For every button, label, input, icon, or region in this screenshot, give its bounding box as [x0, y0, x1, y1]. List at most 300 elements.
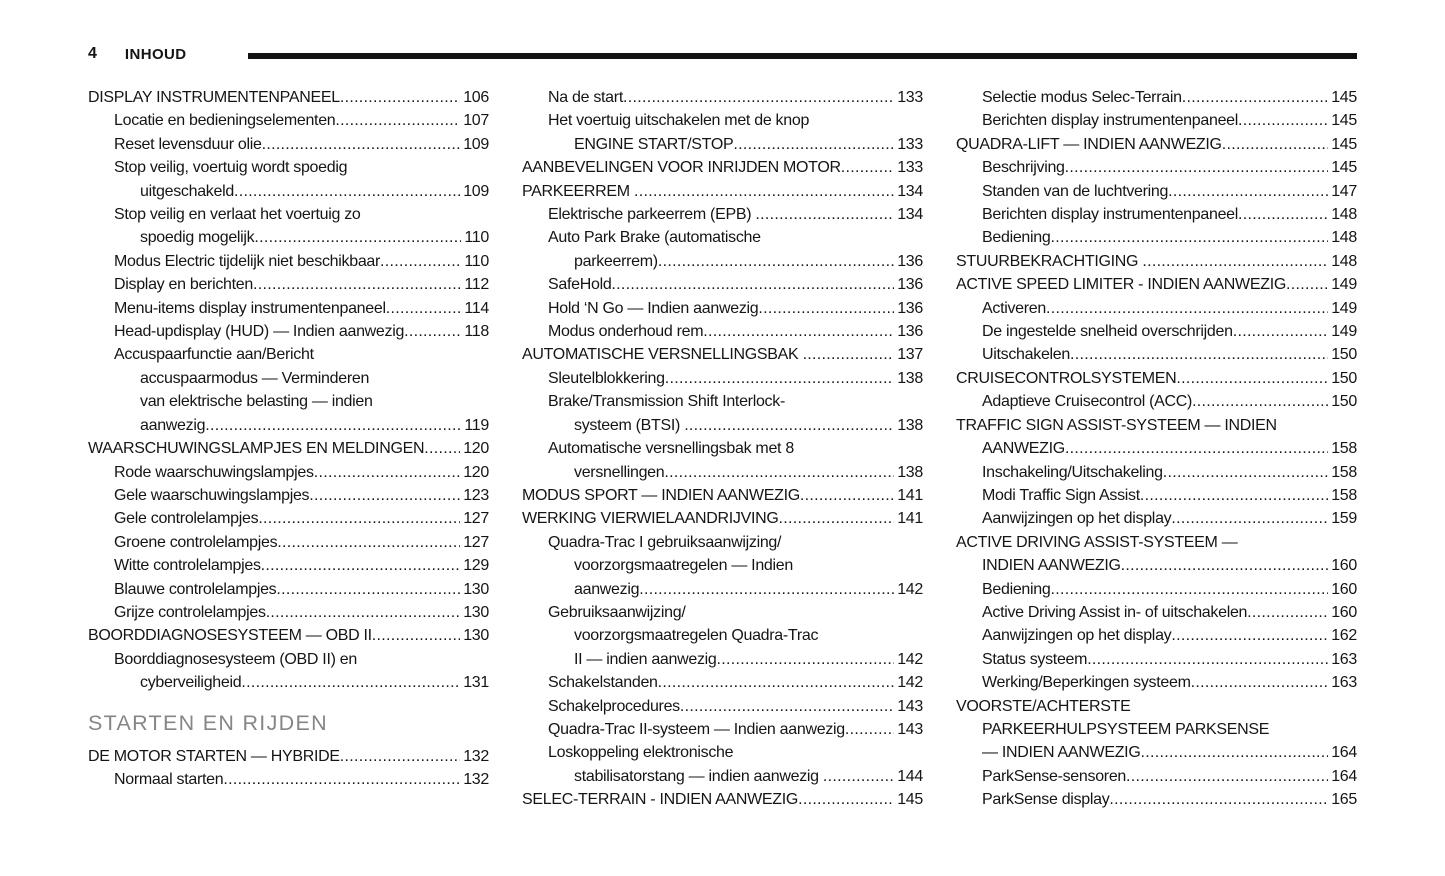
- toc-entry[interactable]: [522, 554, 923, 577]
- toc-entry-page: 130: [463, 627, 489, 645]
- toc-entry[interactable]: [522, 273, 923, 296]
- toc-entry-text: Standen van de luchtvering: [982, 182, 1169, 200]
- toc-entry-text: PARKEERREM: [522, 182, 634, 200]
- toc-entry-text: Het voertuig uitschakelen met de knop: [548, 112, 810, 130]
- toc-entry[interactable]: [956, 788, 1357, 811]
- toc-entry[interactable]: [522, 507, 923, 530]
- dot-leader: [1238, 109, 1328, 132]
- toc-entry-text: ACTIVE DRIVING ASSIST-SYSTEEM —: [956, 533, 1238, 551]
- toc-entry[interactable]: [956, 86, 1357, 109]
- toc-entry[interactable]: [522, 367, 923, 390]
- toc-entry-text: Reset levensduur olie: [114, 135, 262, 153]
- dot-leader: [717, 648, 895, 671]
- toc-entry-page: 158: [1331, 440, 1357, 458]
- toc-entry[interactable]: [956, 414, 1357, 437]
- toc-entry-page: 133: [897, 159, 923, 177]
- toc-entry-text: Status systeem: [982, 650, 1088, 668]
- toc-entry-page: 147: [1331, 182, 1357, 200]
- toc-entry[interactable]: [522, 297, 923, 320]
- toc-entry-page: 165: [1331, 791, 1357, 809]
- toc-entry-text: Groene controlelampjes: [114, 533, 278, 551]
- toc-entry[interactable]: [88, 461, 489, 484]
- dot-leader: [258, 507, 460, 530]
- toc-entry[interactable]: [88, 180, 489, 203]
- toc-entry-page: 138: [897, 416, 923, 434]
- dot-leader: [845, 718, 894, 741]
- toc-entry-page: 149: [1331, 323, 1357, 341]
- dot-leader: [680, 695, 894, 718]
- toc-entry-text: accuspaarmodus — Verminderen: [140, 369, 370, 387]
- dot-leader: [803, 343, 895, 366]
- toc-entry-text: parkeerrem): [574, 252, 658, 270]
- toc-entry-text: DISPLAY INSTRUMENTENPANEEL: [88, 89, 340, 106]
- dot-leader: [664, 461, 894, 484]
- toc-entry-text: Adaptieve Cruisecontrol (ACC): [982, 393, 1193, 411]
- toc-entry-text: AUTOMATISCHE VERSNELLINGSBAK: [522, 346, 803, 364]
- toc-entry[interactable]: [956, 765, 1357, 788]
- dot-leader: [340, 745, 460, 768]
- toc-entry-page: 106: [463, 89, 489, 106]
- toc-entry-text: MODUS SPORT — INDIEN AANWEZIG: [522, 486, 800, 504]
- toc-entry[interactable]: [956, 180, 1357, 203]
- toc-entry[interactable]: [956, 367, 1357, 390]
- dot-leader: [639, 578, 894, 601]
- page-number: 4: [88, 45, 97, 62]
- dot-leader: [798, 788, 894, 811]
- toc-entry[interactable]: [956, 507, 1357, 530]
- toc-entry-page: 130: [463, 603, 489, 621]
- toc-entry[interactable]: [522, 390, 923, 413]
- toc-entry-text: Stop veilig, voertuig wordt spoedig: [114, 159, 348, 177]
- toc-entry[interactable]: [88, 343, 489, 366]
- toc-entry[interactable]: [956, 648, 1357, 671]
- dot-leader: [1065, 156, 1329, 179]
- dot-leader: [1233, 320, 1329, 343]
- toc-entry[interactable]: [956, 343, 1357, 366]
- toc-entry[interactable]: [956, 156, 1357, 179]
- toc-entry-text: WAARSCHUWINGSLAMPJES EN MELDINGEN: [88, 440, 425, 458]
- dot-leader: [386, 297, 462, 320]
- toc-entry-text: ENGINE START/STOP: [574, 135, 734, 153]
- section-title: STARTEN EN RIJDEN: [88, 710, 328, 735]
- dot-leader: [1171, 507, 1328, 530]
- toc-entry-page: 138: [897, 369, 923, 387]
- toc-entry-page: 109: [463, 135, 489, 153]
- toc-entry-text: Blauwe controlelampjes: [114, 580, 277, 598]
- toc-entry-page: 136: [897, 276, 923, 294]
- dot-leader: [634, 180, 894, 203]
- toc-entry-page: 160: [1331, 580, 1357, 598]
- toc-entry-text: Na de start: [548, 89, 623, 106]
- dot-leader: [755, 203, 894, 226]
- toc-entry-text: Activeren: [982, 299, 1046, 317]
- toc-column-2: [522, 86, 923, 812]
- toc-entry-page: 118: [464, 323, 489, 341]
- toc-entry-text: Gele controlelampjes: [114, 510, 259, 528]
- toc-entry[interactable]: [522, 86, 923, 109]
- dot-leader: [404, 320, 461, 343]
- toc-entry-page: 164: [1331, 767, 1357, 785]
- toc-entry-text: Modus Electric tijdelijk niet beschikbaar: [114, 252, 381, 270]
- toc-entry-page: 148: [1331, 206, 1357, 224]
- dot-leader: [758, 297, 894, 320]
- toc-entry[interactable]: [88, 273, 489, 296]
- toc-entry-page: 110: [464, 252, 489, 270]
- toc-entry-text: TRAFFIC SIGN ASSIST-SYSTEEM — INDIEN: [956, 416, 1277, 434]
- toc-entry[interactable]: [88, 414, 489, 437]
- toc-entry[interactable]: [88, 320, 489, 343]
- dot-leader: [1192, 390, 1328, 413]
- toc-entry-page: 150: [1331, 369, 1357, 387]
- toc-entry-page: 145: [1331, 135, 1357, 153]
- toc-entry-page: 134: [897, 206, 923, 224]
- page-header: [88, 44, 1357, 64]
- toc-entry-page: 134: [897, 182, 923, 200]
- toc-entry-text: AANWEZIG: [982, 440, 1065, 458]
- toc-entry-page: 163: [1331, 674, 1357, 692]
- toc-entry-page: 131: [463, 674, 489, 692]
- dot-leader: [1191, 671, 1329, 694]
- toc-entry-page: 142: [897, 580, 923, 598]
- toc-entry-page: 162: [1331, 627, 1357, 645]
- toc-entry-page: 145: [1331, 89, 1357, 106]
- toc-entry-text: Auto Park Brake (automatische: [548, 229, 761, 247]
- toc-entry-text: Active Driving Assist in- of uitschakelen: [982, 603, 1248, 621]
- table-of-contents: [88, 86, 1357, 812]
- toc-entry-text: uitgeschakeld: [140, 182, 234, 200]
- toc-entry-page: 120: [463, 440, 489, 458]
- toc-entry-page: 136: [897, 252, 923, 270]
- toc-entry-text: — INDIEN AANWEZIG: [982, 744, 1141, 762]
- toc-entry[interactable]: [956, 320, 1357, 343]
- toc-entry[interactable]: [88, 507, 489, 530]
- toc-entry-page: 149: [1331, 276, 1357, 294]
- toc-entry-text: systeem (BTSI): [574, 416, 685, 434]
- header-title: INHOUD: [124, 45, 187, 63]
- toc-entry[interactable]: [956, 203, 1357, 226]
- dot-leader: [266, 601, 461, 624]
- dot-leader: [1126, 765, 1328, 788]
- toc-entry-text: VOORSTE/ACHTERSTE: [956, 697, 1131, 715]
- dot-leader: [1140, 484, 1328, 507]
- toc-entry-text: Schakelprocedures: [548, 697, 680, 715]
- toc-entry[interactable]: [88, 156, 489, 179]
- toc-entry-text: Normaal starten: [114, 770, 224, 788]
- toc-entry-text: WERKING VIERWIELAANDRIJVING: [522, 510, 779, 528]
- toc-entry-page: 120: [463, 463, 489, 481]
- toc-entry-text: Stop veilig en verlaat het voertuig zo: [114, 206, 361, 224]
- toc-entry-page: 143: [897, 697, 923, 715]
- toc-column-3: [956, 86, 1357, 812]
- toc-entry[interactable]: [522, 226, 923, 249]
- toc-entry[interactable]: [522, 695, 923, 718]
- toc-entry[interactable]: [522, 414, 923, 437]
- dot-leader: [1286, 273, 1328, 296]
- toc-entry[interactable]: [956, 461, 1357, 484]
- dot-leader: [1065, 437, 1328, 460]
- toc-entry[interactable]: [956, 390, 1357, 413]
- toc-entry-text: van elektrische belasting — indien: [140, 393, 373, 411]
- toc-entry[interactable]: [956, 109, 1357, 132]
- toc-entry[interactable]: [522, 320, 923, 343]
- toc-entry-text: Werking/Beperkingen systeem: [982, 674, 1191, 692]
- toc-entry[interactable]: [522, 624, 923, 647]
- toc-entry-text: spoedig mogelijk: [140, 229, 255, 247]
- toc-entry[interactable]: [522, 765, 923, 788]
- toc-entry-page: 141: [897, 510, 923, 528]
- dot-leader: [1247, 601, 1328, 624]
- toc-entry[interactable]: [522, 437, 923, 460]
- toc-entry-text: Gele waarschuwingslampjes: [114, 486, 310, 504]
- toc-entry-text: Aanwijzingen op het display: [982, 627, 1172, 645]
- toc-entry[interactable]: [88, 133, 489, 156]
- toc-entry-page: 141: [897, 486, 923, 504]
- toc-entry[interactable]: [88, 437, 489, 460]
- toc-entry[interactable]: [522, 741, 923, 764]
- toc-entry-text: Uitschakelen: [982, 346, 1071, 364]
- toc-entry[interactable]: [956, 554, 1357, 577]
- toc-entry-text: Schakelstanden: [548, 674, 658, 692]
- toc-entry-page: 142: [897, 674, 923, 692]
- toc-entry[interactable]: [522, 718, 923, 741]
- toc-entry-text: INDIEN AANWEZIG: [982, 557, 1121, 575]
- toc-entry[interactable]: [522, 484, 923, 507]
- toc-entry-text: PARKEERHULPSYSTEEM PARKSENSE: [982, 720, 1270, 738]
- toc-entry[interactable]: [956, 741, 1357, 764]
- toc-entry[interactable]: [522, 461, 923, 484]
- toc-entry[interactable]: [956, 133, 1357, 156]
- dot-leader: [424, 437, 460, 460]
- toc-entry-text: DE MOTOR STARTEN — HYBRIDE: [88, 747, 340, 765]
- toc-entry[interactable]: [522, 343, 923, 366]
- dot-leader: [277, 531, 460, 554]
- dot-leader: [340, 86, 460, 109]
- dot-leader: [1050, 226, 1328, 249]
- dot-leader: [658, 250, 894, 273]
- toc-entry-text: ParkSense display: [982, 791, 1110, 809]
- toc-entry-text: Modus onderhoud rem: [548, 323, 704, 341]
- dot-leader: [1050, 578, 1328, 601]
- toc-entry-page: 133: [897, 135, 923, 153]
- toc-entry[interactable]: [522, 578, 923, 601]
- toc-entry[interactable]: [522, 531, 923, 554]
- toc-entry-text: STUURBEKRACHTIGING: [956, 252, 1143, 270]
- dot-leader: [372, 624, 460, 647]
- toc-entry[interactable]: [88, 624, 489, 647]
- toc-entry-text: Head-updisplay (HUD) — Indien aanwezig: [114, 323, 405, 341]
- toc-entry-text: Sleutelblokkering: [548, 369, 665, 387]
- toc-entry-text: Loskoppeling elektronische: [548, 744, 734, 762]
- toc-entry-text: AANBEVELINGEN VOOR INRIJDEN MOTOR: [522, 159, 841, 177]
- toc-entry-page: 123: [463, 486, 489, 504]
- toc-entry[interactable]: [956, 273, 1357, 296]
- toc-entry-text: ACTIVE SPEED LIMITER - INDIEN AANWEZIG: [956, 276, 1286, 294]
- toc-entry-page: 159: [1331, 510, 1357, 528]
- dot-leader: [1142, 250, 1328, 273]
- toc-entry[interactable]: [88, 671, 489, 694]
- dot-leader: [1171, 624, 1328, 647]
- dot-leader: [276, 578, 460, 601]
- dot-leader: [1070, 343, 1328, 366]
- dot-leader: [234, 180, 460, 203]
- toc-entry[interactable]: [88, 367, 489, 390]
- toc-entry-page: 142: [897, 650, 923, 668]
- toc-entry-text: Locatie en bedieningselementen: [114, 112, 336, 130]
- toc-entry-page: 136: [897, 323, 923, 341]
- toc-entry[interactable]: [956, 624, 1357, 647]
- toc-entry-page: 129: [463, 557, 489, 575]
- toc-entry[interactable]: [88, 745, 489, 768]
- toc-entry[interactable]: [956, 718, 1357, 741]
- toc-entry[interactable]: [522, 671, 923, 694]
- dot-leader: [241, 671, 460, 694]
- toc-entry[interactable]: [956, 578, 1357, 601]
- toc-entry-page: 127: [463, 510, 489, 528]
- toc-entry-page: 145: [1331, 112, 1357, 130]
- toc-entry[interactable]: [88, 226, 489, 249]
- toc-entry[interactable]: [522, 203, 923, 226]
- toc-entry-page: 163: [1331, 650, 1357, 668]
- dot-leader: [1109, 788, 1328, 811]
- toc-entry-page: 127: [463, 533, 489, 551]
- dot-leader: [611, 273, 894, 296]
- toc-entry-page: 110: [464, 229, 489, 247]
- toc-entry[interactable]: [522, 250, 923, 273]
- toc-entry[interactable]: [522, 648, 923, 671]
- toc-entry-page: 158: [1331, 463, 1357, 481]
- toc-entry-text: stabilisatorstang — indien aanwezig: [574, 767, 823, 785]
- toc-entry-page: 144: [897, 767, 923, 785]
- toc-entry-text: aanwezig: [140, 416, 206, 434]
- toc-entry-text: versnellingen: [574, 463, 665, 481]
- toc-entry[interactable]: [522, 601, 923, 624]
- toc-entry[interactable]: [956, 437, 1357, 460]
- toc-entry-page: 138: [897, 463, 923, 481]
- toc-entry[interactable]: [88, 601, 489, 624]
- toc-entry[interactable]: [956, 250, 1357, 273]
- toc-entry[interactable]: [522, 156, 923, 179]
- dot-leader: [223, 768, 460, 791]
- dot-leader: [1087, 648, 1328, 671]
- toc-entry-text: II — indien aanwezig: [574, 650, 717, 668]
- toc-entry-text: Brake/Transmission Shift Interlock-: [548, 393, 785, 411]
- toc-entry-page: 160: [1331, 557, 1357, 575]
- dot-leader: [205, 414, 461, 437]
- dot-leader: [841, 156, 894, 179]
- toc-entry[interactable]: [88, 768, 489, 791]
- toc-entry-text: Accuspaarfunctie aan/Bericht: [114, 346, 314, 364]
- toc-entry-text: Automatische versnellingsbak met 8: [548, 440, 794, 458]
- dot-leader: [309, 484, 460, 507]
- toc-entry-text: Quadra-Trac I gebruiksaanwijzing/: [548, 533, 782, 551]
- toc-entry-text: Bediening: [982, 229, 1051, 247]
- toc-entry-page: 145: [897, 791, 923, 809]
- toc-entry-page: 133: [897, 89, 923, 106]
- dot-leader: [703, 320, 894, 343]
- toc-entry-page: 137: [897, 346, 923, 364]
- toc-entry-text: CRUISECONTROLSYSTEMEN: [956, 369, 1177, 387]
- toc-entry-page: 160: [1331, 603, 1357, 621]
- toc-entry-page: 143: [897, 720, 923, 738]
- toc-entry-text: Quadra-Trac II-systeem — Indien aanwezig: [548, 720, 845, 738]
- toc-entry-page: 148: [1331, 252, 1357, 270]
- dot-leader: [800, 484, 894, 507]
- toc-entry-page: 107: [463, 112, 489, 130]
- toc-entry[interactable]: [88, 250, 489, 273]
- toc-entry-page: 136: [897, 299, 923, 317]
- toc-entry[interactable]: [88, 648, 489, 671]
- toc-entry-text: Elektrische parkeerrem (EPB): [548, 206, 756, 224]
- dot-leader: [1121, 554, 1329, 577]
- toc-entry-text: Witte controlelampjes: [114, 557, 261, 575]
- toc-entry-text: Grijze controlelampjes: [114, 603, 266, 621]
- toc-entry-text: Display en berichten: [114, 276, 253, 294]
- toc-column-1: [88, 86, 489, 812]
- toc-entry[interactable]: [88, 297, 489, 320]
- toc-entry[interactable]: [88, 109, 489, 132]
- toc-entry[interactable]: [88, 554, 489, 577]
- toc-entry-text: Menu-items display instrumentenpaneel: [114, 299, 386, 317]
- toc-entry-page: 132: [463, 747, 489, 765]
- toc-entry-page: 158: [1331, 486, 1357, 504]
- dot-leader: [1176, 367, 1328, 390]
- toc-entry-text: Boorddiagnosesysteem (OBD II) en: [114, 650, 357, 668]
- toc-entry-text: SELEC-TERRAIN - INDIEN AANWEZIG: [522, 791, 799, 809]
- toc-entry[interactable]: [956, 297, 1357, 320]
- dot-leader: [262, 133, 461, 156]
- toc-entry-text: Hold ‘N Go — Indien aanwezig: [548, 299, 759, 317]
- toc-entry-text: cyberveiligheid: [140, 674, 242, 692]
- toc-entry-text: De ingestelde snelheid overschrijden: [982, 323, 1233, 341]
- toc-entry-text: ParkSense-sensoren: [982, 767, 1127, 785]
- toc-entry-text: QUADRA-LIFT — INDIEN AANWEZIG: [956, 135, 1222, 153]
- toc-entry-text: SafeHold: [548, 276, 612, 294]
- toc-entry-text: Inschakeling/Uitschakeling: [982, 463, 1163, 481]
- toc-entry-page: 148: [1331, 229, 1357, 247]
- dot-leader: [1046, 297, 1328, 320]
- toc-entry[interactable]: [88, 390, 489, 413]
- dot-leader: [658, 671, 895, 694]
- toc-entry[interactable]: [88, 531, 489, 554]
- toc-entry[interactable]: [88, 203, 489, 226]
- toc-entry[interactable]: [956, 531, 1357, 554]
- toc-entry[interactable]: [956, 226, 1357, 249]
- toc-entry[interactable]: [88, 86, 489, 109]
- dot-leader: [335, 109, 460, 132]
- toc-entry[interactable]: [956, 484, 1357, 507]
- toc-entry-page: 109: [463, 182, 489, 200]
- toc-entry-text: voorzorgsmaatregelen Quadra-Trac: [574, 627, 819, 645]
- toc-entry[interactable]: [522, 788, 923, 811]
- toc-entry[interactable]: [88, 484, 489, 507]
- toc-entry[interactable]: [88, 578, 489, 601]
- toc-entry[interactable]: [522, 180, 923, 203]
- dot-leader: [261, 554, 461, 577]
- toc-entry-text: Beschrijving: [982, 159, 1065, 177]
- toc-entry-page: 112: [464, 276, 489, 294]
- toc-entry[interactable]: [956, 601, 1357, 624]
- toc-entry[interactable]: [522, 109, 923, 132]
- dot-leader: [1168, 180, 1328, 203]
- header-rule: [248, 53, 1357, 59]
- toc-entry-text: BOORDDIAGNOSESYSTEEM — OBD II: [88, 627, 372, 645]
- dot-leader: [253, 273, 461, 296]
- toc-entry[interactable]: [956, 671, 1357, 694]
- dot-leader: [1222, 133, 1329, 156]
- dot-leader: [623, 86, 894, 109]
- toc-entry[interactable]: [522, 133, 923, 156]
- toc-entry[interactable]: [956, 695, 1357, 718]
